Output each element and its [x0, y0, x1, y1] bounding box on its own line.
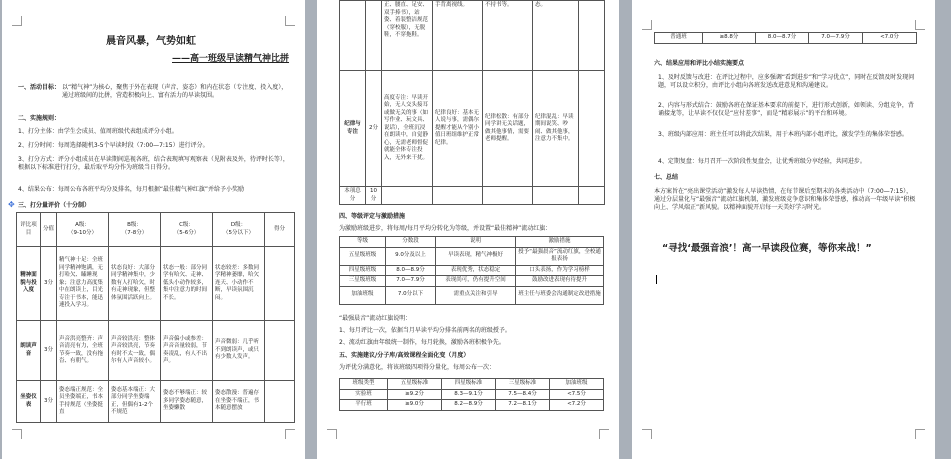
cell: <7.2分: [550, 400, 604, 411]
header-cell: C级： （5-6分）: [161, 213, 213, 247]
table-row: [340, 276, 604, 287]
document-page-3[interactable]: [632, 0, 935, 459]
row-score: 3分: [41, 321, 57, 381]
cell: 正、腰直、足安、双手捧书），站姿、着装整洁规范（穿校服），无脱鞋，不穿拖鞋。: [382, 1, 433, 71]
row-name: 纪律与专注: [340, 71, 366, 187]
list-item: 1、打分主体：由学生会成员、值周班级代表组成评分小组。: [18, 128, 178, 135]
section-title: 三、打分量评价（十分制）: [18, 202, 91, 209]
cell: 四星级班级: [340, 265, 386, 276]
cell: 鼓励改进表现有待提升: [516, 276, 604, 287]
cell: 状态较差：多数同学精神萎靡，哈欠连天、小动作不断，早读氛围沉闷。: [213, 247, 265, 321]
row-name: 朗读声音: [17, 321, 41, 381]
crop-mark: [915, 429, 925, 439]
move-table-icon[interactable]: ✥: [8, 200, 15, 209]
cell: 需重点关注和引导: [436, 286, 516, 304]
list-item: 2、打分时间：每周选择随机3-5个早读时段（7:00—7:15）进行评分。: [18, 142, 209, 149]
header-cell: 得分: [265, 213, 295, 247]
list-item: 4、结果公布：每周公布各班平均分及排名，每月根据“最佳精气神红旗”并给予小奖励: [18, 186, 245, 193]
document-page-1[interactable]: [2, 0, 305, 459]
cell[interactable]: [265, 247, 295, 321]
cell: 8.0—8.7分: [756, 33, 809, 44]
list-item: 1、及时反馈与改进：在评比过程中，应多强调“看到进步”和“学习优点”，同时在反馈及时发现问题，可以设立积分，由评比小组向各班发送改进意见和沟通建议。: [658, 74, 915, 89]
cell: 7.0—7.9分: [809, 33, 863, 44]
cell: <7.0分: [863, 33, 917, 44]
header-cell: 加油班级: [550, 379, 604, 390]
list-item: 1、每月评比一次，依据当月早读平均分排名前两名的班级授予。: [339, 327, 511, 334]
class-standard-table: [339, 378, 604, 411]
list-item: 3、班级内部应用：班主任可以将此次结果，用于本班内部小组评比，激发学生的集体荣誉感。: [658, 131, 908, 138]
cell: 姿态散漫：普遍存在坐姿不端正，书本随意摆放: [213, 381, 265, 423]
cell: 纪律良好：基本无人说与事，需偶尔提醒才能从个别小值日班组维护正常纪律。: [433, 71, 483, 187]
table-row: [655, 33, 917, 44]
table-row: [340, 265, 604, 276]
paragraph: 为评优分满意化，将该班级四项得分量化，每周公布一次：: [339, 364, 496, 371]
table-row: [340, 286, 604, 304]
cell: [433, 187, 483, 205]
crop-mark: [12, 16, 22, 26]
cell: 7.2—8.1分: [496, 400, 550, 411]
cell[interactable]: [265, 321, 295, 381]
cell: 实验班: [340, 389, 388, 400]
header-cell: A级： （9-10分）: [57, 213, 109, 247]
cell: 9.0分及以上: [386, 247, 436, 265]
table-header-row: [340, 237, 604, 248]
cell: 手背离视线。: [433, 1, 483, 71]
section-title: 六、结果应用和评比小结实施要点: [654, 60, 745, 67]
row-name: 精神面貌与投入度: [17, 247, 41, 321]
document-title: 晨音风暴，气势如虹: [106, 36, 196, 47]
cell: 早读表现，精气神极好: [436, 247, 516, 265]
row-name: 本项总分: [340, 187, 366, 205]
class-standard-table-continued: [654, 32, 917, 44]
row-score: 3分: [41, 247, 57, 321]
header-cell: 评比项目: [17, 213, 41, 247]
table-row: [340, 389, 604, 400]
cell: 姿态不够端正：较多同学姿态随意，坐姿懒散: [161, 381, 213, 423]
table-row: [340, 187, 605, 205]
table-row: [340, 71, 605, 187]
cell: 8.2—8.9分: [442, 400, 496, 411]
section-title: 五、实施建议/分子库/高效课程全面化变（月度）: [339, 352, 470, 359]
cell: 状态一般：部分同学有哈欠、走神、低头小动作较多，集中注意力的时间不长。: [161, 247, 213, 321]
note-title: “最强晨音”流动红旗说明：: [339, 315, 412, 322]
grade-table: [339, 236, 604, 305]
cell: 7.0分以下: [386, 286, 436, 304]
header-cell: 分值: [41, 213, 57, 247]
cell: [382, 187, 433, 205]
header-cell: 等级: [340, 237, 386, 248]
cell[interactable]: [579, 187, 605, 205]
table-row: [17, 381, 295, 423]
paragraph: 以“精气神”为核心，聚焦于外在表现（声音、姿态）和内在状态（专注度、投入度），通过班级间的比拼，营造积极向上、富有活力的早读氛围。: [62, 84, 288, 99]
header-cell: 五星级标准: [388, 379, 442, 390]
crop-mark: [915, 20, 925, 30]
cell: ≥9.2分: [388, 389, 442, 400]
header-cell: 说明: [436, 237, 516, 248]
table-row: [340, 400, 604, 411]
cell: 表现尚可，仍有提升空间: [436, 276, 516, 287]
cell: 加油班级: [340, 286, 386, 304]
section-title: 四、等级评定与激励措施: [339, 213, 406, 220]
table-header-row: [17, 213, 295, 247]
cell: 8.3—9.1分: [442, 389, 496, 400]
cell: 姿态端正规范：全员坐姿端正，书本手持规范（坐姿挺直: [57, 381, 109, 423]
crop-mark: [285, 429, 295, 439]
list-item: 3、打分方式：评分小组成员在早读期间巡视各班，结合表现填写观察表（见附表及外，待评时长等），根据以下标准进行打分，最后取平均分作为班级当日得分。: [18, 156, 289, 171]
crop-mark: [642, 429, 652, 439]
table-row: [340, 1, 605, 71]
cell: 普通班: [655, 33, 703, 44]
cell[interactable]: [579, 1, 605, 71]
list-item: 2、内容与形式结合：鼓励各班在保证基本要求的前提下，进行形式创新，如领读、分组竞争，背诵接龙等，让早读不仅仅是“应付差事”，而是“精彩展示”的平台和环境。: [658, 102, 914, 117]
table-row: [340, 247, 604, 265]
cell: <7.5分: [550, 389, 604, 400]
cell: 7.0—7.9分: [386, 276, 436, 287]
slogan: “寻找‘最强音浪’！高一早读段位赛，等你来战！”: [662, 243, 872, 254]
cell: 状态良好：大部分同学精神集中，少数有人打哈欠，时有走神现象，但整体氛围活跃向上。: [109, 247, 161, 321]
cell[interactable]: [265, 381, 295, 423]
crop-mark: [327, 429, 337, 439]
paragraph: 本方案旨在“亮出课堂活动”激发每人早读热情，在每节课后至期末的各类活动中（7:00—7:15），通过分层量化与“最强音”流动红旗机制，激发班级竞争意识和集体荣誉感，推动高一年级早读“积极向上、学风端正”新风貌。以精神面貌开启每一天美好学习时光。: [654, 188, 916, 211]
cell: 高度专注：早读开始，无人交头接耳或做无关的事（如写作业、玩文具、说话），全班沉浸在朗读中，自觉静心，无需老师督促就能全体专注投入，无外来干扰。: [382, 71, 433, 187]
cell: [483, 187, 533, 205]
header-cell: D级： （5分以下）: [213, 213, 265, 247]
header-cell: 班级类型: [340, 379, 388, 390]
section-title: 一、活动目标：: [18, 84, 61, 91]
header-cell: 激励措施: [516, 237, 604, 248]
header-cell: 四星级标准: [442, 379, 496, 390]
crop-mark: [642, 20, 652, 30]
section-title: 七、总结: [654, 174, 679, 181]
paragraph: 为激励班级进步，将每周/每月平均分转化为等级，并设置“最佳精神”流动红旗：: [339, 225, 552, 232]
header-cell: 三星级标准: [496, 379, 550, 390]
table-row: [17, 247, 295, 321]
cell: 表现优秀，状态稳定: [436, 265, 516, 276]
cell[interactable]: [579, 71, 605, 187]
section-title: 二、实施规则：: [18, 115, 61, 122]
cell: 五星级班级: [340, 247, 386, 265]
cell: [340, 1, 366, 71]
cell: 三星级班级: [340, 276, 386, 287]
table-row: [17, 321, 295, 381]
row-score: 3分: [41, 381, 57, 423]
cell: 班主任与班委会沟通制定改进措施: [516, 286, 604, 304]
cell: 纪律松散：有部分同学讲无关话题，做其他事情，需要老师提醒。: [483, 71, 533, 187]
row-name: 坐姿仪表: [17, 381, 41, 423]
cell: 声音微弱：几乎听不到朗读声，或只有少数人发声。: [213, 321, 265, 381]
cell: ≥9.0分: [388, 400, 442, 411]
cell: 8.0—8.9分: [386, 265, 436, 276]
cell: 口头表扬，作为学习榜样: [516, 265, 604, 276]
document-page-2[interactable]: [317, 0, 619, 459]
header-cell: B级： （7-8分）: [109, 213, 161, 247]
cell: [366, 1, 382, 71]
cell: ≥8.8分: [703, 33, 756, 44]
cell: 授予“最强晨音”流动红旗，全校通报表扬: [516, 247, 604, 265]
crop-mark: [599, 429, 609, 439]
table-header-row: [340, 379, 604, 390]
cell: 不持书等。: [483, 1, 533, 71]
text-cursor: [656, 275, 657, 284]
list-item: 4、定期复盘：每月召开一次阶段性复盘会，让优秀班级分享经验，共同进步。: [658, 158, 866, 165]
crop-mark: [12, 429, 22, 439]
cell: 精气神十足：全班同学精神饱满，无打哈欠、瞌睡现象；注意力高度集中在朗读上，目光专注于书本，能迅速投入学习。: [57, 247, 109, 321]
cell: 声音洪亮整齐：声音清亮有力，全班节奏一致，没有拖沓、有朝气。: [57, 321, 109, 381]
scoring-table: [16, 212, 295, 423]
list-item: 2、流动红旗由年级统一制作，每月轮换，激励各班积极争先。: [339, 339, 505, 346]
header-cell: 分数段: [386, 237, 436, 248]
cell: 态。: [533, 1, 579, 71]
cell: 声音较洪亮：整体声音较洪亮，节奏有时不太一致，偶尔有人声音较小。: [109, 321, 161, 381]
crop-mark: [285, 16, 295, 26]
cell: 7.5—8.4分: [496, 389, 550, 400]
cell: 平行班: [340, 400, 388, 411]
scoring-table-continued: [339, 0, 605, 205]
cell: 声音偏小或参差：声音音量较弱，节奏凌乱，有人不出声。: [161, 321, 213, 381]
cell: [533, 187, 579, 205]
row-score: 10分: [366, 187, 382, 205]
cell: 纪律混乱：早读期间说笑、吵闹、做其他事，注意力不集中。: [533, 71, 579, 187]
row-score: 2分: [366, 71, 382, 187]
cell: 姿态基本端正：大部分同学坐姿端正，但偶有1-2个不规范: [109, 381, 161, 423]
document-subtitle: ——高一班级早读精气神比拼: [172, 54, 290, 64]
